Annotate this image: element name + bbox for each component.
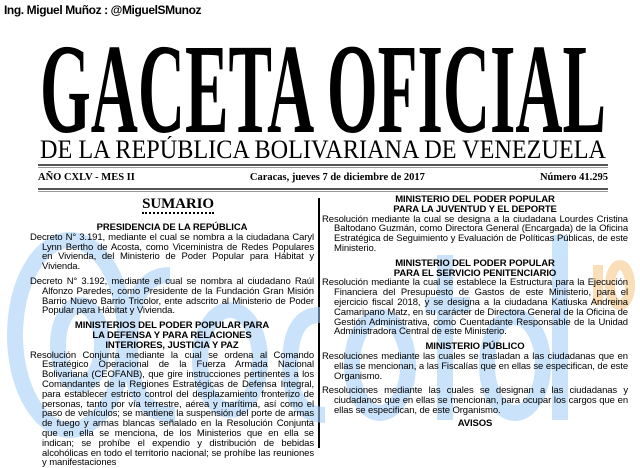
divider-rule — [38, 188, 608, 192]
issue-info-bar — [38, 172, 608, 183]
summary-item: Resoluciones mediante las cuales se designan a las ciudadanas y ciudadanos que en ellas se mencionan, para ocupar los cargos que en ellas se especifican, de este Organismo. — [322, 385, 628, 416]
masthead-title-text: GACETA OFICIAL — [40, 34, 606, 136]
masthead-subtitle — [40, 136, 606, 162]
summary-item: Resolución mediante la cual se establece la Estructura para la Ejecución Financiera del Presupuesto de Gastos de este Ministerio, para el ejercicio fiscal 2018, y se designa a la ciudadana Katiuska Andreina Camaripano Matz, en su carácter de Directora General de la Oficina de Gestión Administrativa, como Cuentadante Responsable de la Unidad Administradora Central de este Ministerio. — [322, 277, 628, 338]
summary-item: Resolución Conjunta mediante la cual se ordena al Comando Estratégico Operacional de la Fuerza Armada Nacional Bolivariana (CEOFANB), que gire instrucciones pertinentes a los Comandantes de la Regiones Estratégicas de Defensa Integral, para establecer estricto control del desplazamiento fronterizo de personas, tanto por vía terrestre, aérea y marítima, así como el paso de vehículos; se mantiene la suspensión del porte de armas de fuego y armas blancas señalado en la Resolución Conjunta que en ella se menciona, de los Ministerios que en ella se indican; se prohíbe el expendio y distribución de bebidas alcohólicas en todo el territorio nacional; se prohíbe las reuniones y manifestaciones — [30, 349, 314, 468]
year-month: AÑO CXLV - MES II — [38, 172, 135, 183]
author-credit: Ing. Miguel Muñoz : @MiguelSMunoz — [4, 3, 202, 17]
summary-item: Decreto N° 3.192, mediante el cual se nombra al ciudadano Raúl Alfonzo Paredes, como Presidente de la Fundación Gran Misión Barrio Nuevo Barrio Tricolor, ente adscrito al Ministerio de Poder Popular para Hábitat y Vivienda. — [30, 275, 314, 317]
section-heading: AVISOS — [457, 417, 493, 429]
left-column — [30, 196, 314, 468]
divider-rule — [38, 164, 608, 168]
summary-heading-text: SUMARIO — [142, 196, 214, 212]
section-heading: MINISTERIO DEL PODER POPULAR PARA LA JUVENTUD Y EL DEPORTE — [393, 194, 557, 215]
summary-item: Resolución mediante la cual se designa a la ciudadana Lourdes Cristina Baltodano Guzmán, como Directora General (Encargada) de la Oficina Estratégica de Seguimiento y Evaluación de Políticas Públicas, de este Ministerio. — [322, 213, 628, 254]
masthead-title-svg — [40, 34, 606, 136]
section-heading: MINISTERIO PÚBLICO — [425, 341, 525, 353]
section-heading: PRESIDENCIA DE LA REPÚBLICA — [96, 222, 248, 233]
column-divider — [318, 198, 320, 448]
issue-number: Número 41.295 — [539, 172, 608, 183]
summary-heading — [42, 196, 314, 213]
masthead-subtitle-text: DE LA REPÚBLICA BOLIVARIANA DE VENEZUELA — [40, 136, 606, 162]
summary-item: Decreto N° 3.191, mediante el cual se nombra a la ciudadana Caryl Lynn Bertho de Acosta, como Viceministra de Redes Populares en Vivienda, del Ministerio de Poder Popular para Hábitat y Vivienda. — [30, 231, 314, 273]
section-heading: MINISTERIO DEL PODER POPULAR PARA EL SERVICIO PENITENCIARIO — [393, 257, 557, 279]
masthead-title — [40, 34, 606, 136]
section-heading: MINISTERIOS DEL PODER POPULAR PARA LA DEFENSA Y PARA RELACIONES INTERIORES, JUSTICIA Y PAZ — [74, 320, 270, 351]
issue-date: Caracas, jueves 7 de diciembre de 2017 — [249, 172, 425, 183]
summary-item: Resoluciones mediante las cuales se trasladan a las ciudadanas que en ellas se mencionan, a las Fiscalías que en ellas se especifican, de este Organismo. — [322, 350, 628, 382]
masthead-subtitle-svg — [40, 136, 606, 162]
right-column — [322, 193, 628, 429]
